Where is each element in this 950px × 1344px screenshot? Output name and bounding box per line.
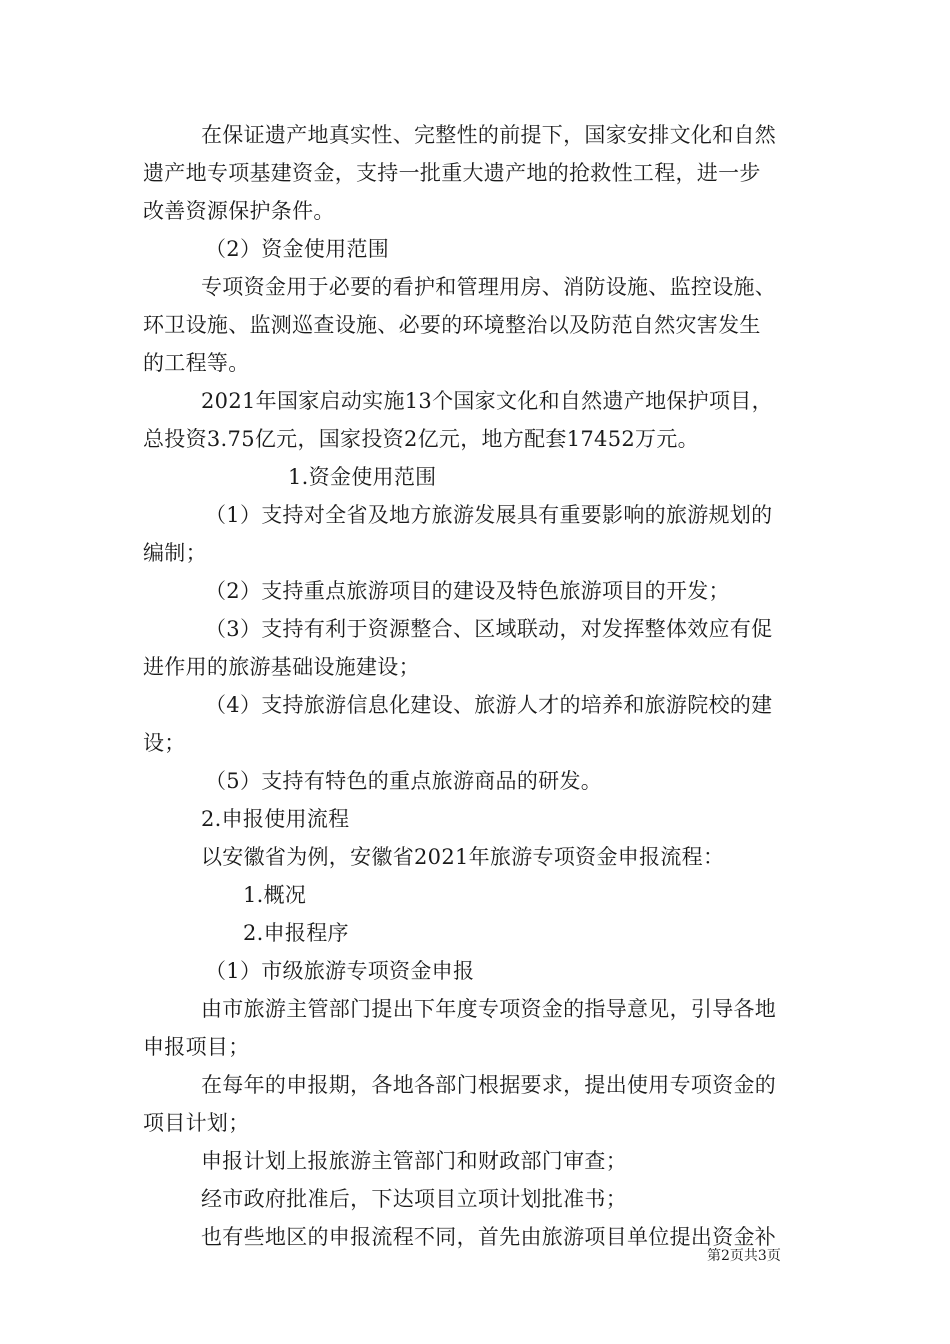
paragraph-line: 也有些地区的申报流程不同，首先由旅游项目单位提出资金补 (201, 1225, 777, 1249)
list-item: （2）支持重点旅游项目的建设及特色旅游项目的开发； (205, 579, 730, 603)
list-item: （3）支持有利于资源整合、区域联动，对发挥整体效应有促 (205, 617, 773, 641)
paragraph-line: 的工程等。 (143, 351, 250, 375)
paragraph-line: 2021年国家启动实施13个国家文化和自然遗产地保护项目， (201, 389, 773, 413)
list-item-continuation: 设； (143, 731, 186, 755)
section-heading: （2）资金使用范围 (205, 237, 390, 261)
list-item: （1）支持对全省及地方旅游发展具有重要影响的旅游规划的 (205, 503, 773, 527)
paragraph-line: 经市政府批准后，下达项目立项计划批准书； (201, 1187, 627, 1211)
paragraph-line: 申报计划上报旅游主管部门和财政部门审查； (201, 1149, 627, 1173)
list-item: （5）支持有特色的重点旅游商品的研发。 (205, 769, 603, 793)
section-heading: （1）市级旅游专项资金申报 (205, 959, 475, 983)
section-heading: 1.概况 (243, 883, 307, 907)
paragraph-line: 以安徽省为例，安徽省2021年旅游专项资金申报流程： (201, 845, 725, 869)
section-heading: 2.申报程序 (243, 921, 349, 945)
paragraph-line: 环卫设施、监测巡查设施、必要的环境整治以及防范自然灾害发生 (143, 313, 761, 337)
page-number-footer: 第2页共3页 (707, 1248, 781, 1264)
paragraph-line: 由市旅游主管部门提出下年度专项资金的指导意见，引导各地 (201, 997, 777, 1021)
paragraph-line: 申报项目； (143, 1035, 250, 1059)
paragraph-line: 改善资源保护条件。 (143, 199, 335, 223)
paragraph-line: 在保证遗产地真实性、完整性的前提下，国家安排文化和自然 (201, 123, 777, 147)
list-item-continuation: 进作用的旅游基础设施建设； (143, 655, 420, 679)
list-item: （4）支持旅游信息化建设、旅游人才的培养和旅游院校的建 (205, 693, 773, 717)
paragraph-line: 总投资3.75亿元，国家投资2亿元，地方配套17452万元。 (143, 427, 699, 451)
paragraph-line: 项目计划； (143, 1111, 250, 1135)
list-item-continuation: 编制； (143, 541, 207, 565)
paragraph-line: 遗产地专项基建资金，支持一批重大遗产地的抢救性工程，进一步 (143, 161, 761, 185)
paragraph-line: 在每年的申报期，各地各部门根据要求，提出使用专项资金的 (201, 1073, 777, 1097)
paragraph-line: 专项资金用于必要的看护和管理用房、消防设施、监控设施、 (201, 275, 777, 299)
section-heading: 1.资金使用范围 (288, 465, 437, 489)
section-heading: 2.申报使用流程 (201, 807, 350, 831)
